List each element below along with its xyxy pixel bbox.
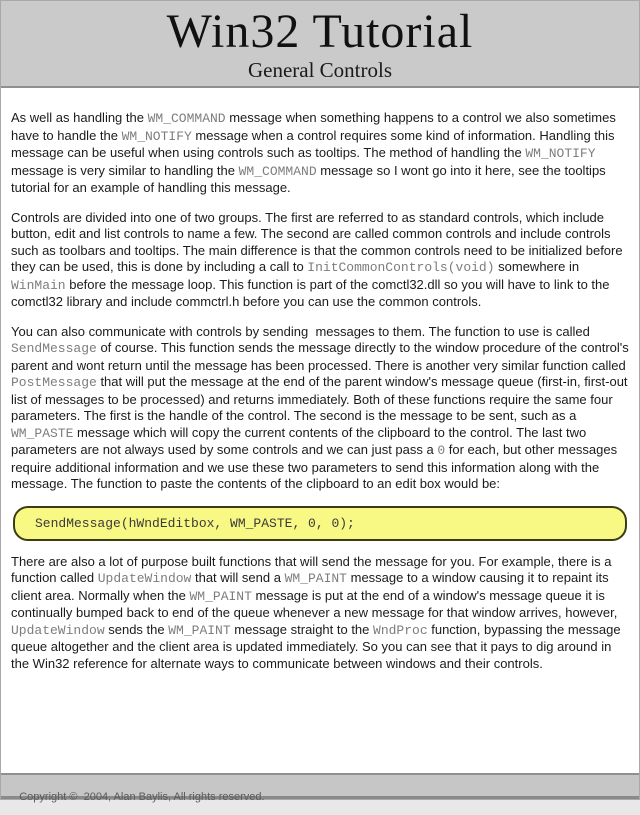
inline-code: WM_PASTE <box>11 425 74 441</box>
text-run: message is very similar to handling the <box>11 145 600 178</box>
text-run: message when something happens to a control we also sometimes have to handle the <box>11 110 620 143</box>
paragraph <box>11 323 633 493</box>
inline-code: WM_COMMAND <box>147 111 226 126</box>
text-run: of course. This function sends the message directly to the window procedure of the control's parent and wont return until the message has been processed. There is another very similar function called <box>11 340 633 373</box>
article-body <box>1 88 639 773</box>
inline-code: WinMain <box>11 277 66 293</box>
paragraph <box>11 554 629 673</box>
page-header <box>1 1 639 88</box>
inline-code: WM_NOTIFY <box>525 146 596 161</box>
inline-code: 0 <box>437 443 446 458</box>
copyright-text: Copyright © 2004, Alan Baylis, All rights reserved. <box>19 791 265 803</box>
page-subtitle: General Controls <box>247 58 393 82</box>
text-run: message which will copy the current contents of the clipboard to the control. The last two parameters are not always used by some controls and we can just pass a <box>11 424 590 457</box>
text-run: message is put at the end of a window's message queue it is continually bumped back to end of the queue whenever a new message for that window arrives, however, <box>11 587 621 620</box>
page-footer <box>1 773 639 803</box>
page-title: Win32 Tutorial <box>166 5 474 58</box>
text-run: message when a control requires some kind of information. Handling this message can be useful when using controls such as tooltips. The method of handling the <box>11 127 619 160</box>
text-run: somewhere in <box>494 259 583 274</box>
text-run: Controls are divided into one of two groups. The first are referred to as standard controls, which include button, edit and list controls to name a few. The second are called common controls and include controls such as toolbars and tooltips. The main difference is that the common controls need to be initialized before they can be used, this is done by including a call to <box>11 209 627 274</box>
inline-code: InitCommonControls(void) <box>307 260 495 275</box>
text-run: sends the <box>104 621 169 637</box>
paragraph <box>11 110 629 197</box>
text-run: function, bypassing the message queue altogether and the client area is updated immediately. So you can see that it pays to dig around in the Win32 reference for alternate ways to communicate between windows and their controls. <box>11 621 625 671</box>
text-run: message so I wont go into it here, see the tooltips tutorial for an example of handling this message. <box>11 162 610 195</box>
code-box <box>13 506 627 541</box>
inline-code: SendMessage <box>11 341 97 356</box>
text-run: You can also communicate with controls by sending messages to them. The function to use is called <box>11 323 594 339</box>
text-run: for each, but other messages require additional information and we use these two parameters to send this information along with the message. The function to paste the contents of the clipboard to an edit box would be: <box>11 442 621 491</box>
inline-code: UpdateWindow <box>97 571 192 586</box>
inline-code: WM_PAINT <box>284 571 347 586</box>
inline-code: UpdateWindow <box>11 622 105 638</box>
inline-code: WM_COMMAND <box>238 163 317 179</box>
text-run: As well as handling the <box>11 110 148 125</box>
inline-code: WM_PAINT <box>168 622 231 638</box>
paragraph <box>11 210 629 311</box>
inline-code: WndProc <box>373 622 428 638</box>
inline-code: WM_PAINT <box>189 588 252 604</box>
code-text: SendMessage(hWndEditbox, WM_PASTE, 0, 0); <box>35 515 355 531</box>
inline-code: WM_NOTIFY <box>121 128 192 144</box>
text-run: that will put the message at the end of the parent window's message queue (first-in, first-out list of messages to be processed) and returns immediately. Both of these functions require the same four parameters. The first is the handle of the control. The second is the message to be sent, such as a <box>11 374 632 423</box>
text-run: message to a window causing it to repaint its client area. Normally when the <box>11 570 613 603</box>
text-run: before the message loop. This function is part of the comctl32.dll so you will have to link to the comctl32 library and include commctrl.h before you can use the common controls. <box>11 276 614 309</box>
text-run: that will send a <box>191 570 285 585</box>
text-run: There are also a lot of purpose built functions that will send the message for you. For example, there is a function called <box>11 553 616 585</box>
inline-code: PostMessage <box>11 375 97 390</box>
text-run: message straight to the <box>230 621 374 637</box>
